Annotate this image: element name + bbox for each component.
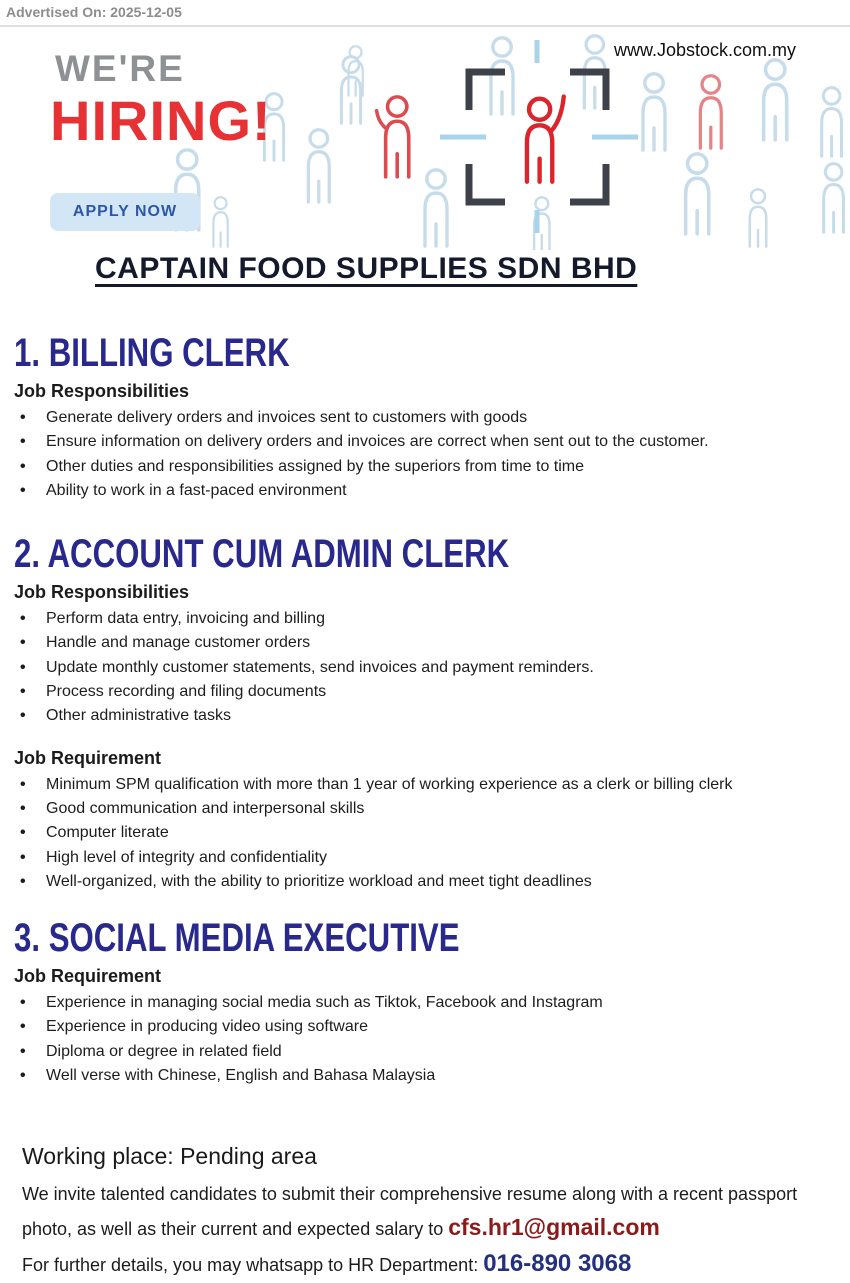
- bullet-text: Diploma or degree in related field: [46, 1042, 282, 1060]
- job-title: 1. BILLING CLERK: [14, 331, 290, 375]
- bullet-text: Ensure information on delivery orders and invoices are correct when sent out to the customer.: [46, 433, 709, 451]
- bullet-list: [14, 402, 838, 503]
- bullet-dot: •: [20, 994, 26, 1012]
- bullet-item: [14, 607, 838, 631]
- bullet-item: [14, 406, 838, 430]
- bullet-text: Good communication and interpersonal skills: [46, 799, 365, 817]
- bullet-text: Minimum SPM qualification with more than 1 year of working experience as a clerk or billing clerk: [46, 775, 733, 793]
- subsection-heading: Job Responsibilities: [14, 381, 190, 401]
- bullet-item: [14, 1064, 838, 1088]
- subsection-heading: Job Requirement: [14, 747, 162, 768]
- bullet-dot: •: [20, 457, 26, 475]
- bullet-item: [14, 455, 838, 479]
- bullet-list: [14, 603, 838, 728]
- bullet-text: Experience in managing social media such as Tiktok, Facebook and Instagram: [46, 994, 603, 1012]
- bullet-dot: •: [20, 683, 26, 701]
- bullet-dot: •: [20, 799, 26, 817]
- details-prefix: For further details, you may whatsapp to HR Department:: [22, 1255, 484, 1275]
- bullet-text: Generate delivery orders and invoices sent to customers with goods: [46, 409, 528, 426]
- job-title: 3. SOCIAL MEDIA EXECUTIVE: [14, 916, 460, 961]
- job-section: [14, 531, 838, 894]
- invite-line1: We invite talented candidates to submit their comprehensive resume along with a recent passport: [22, 1184, 798, 1204]
- bullet-text: Process recording and filing documents: [46, 683, 327, 701]
- bullet-text: Other duties and responsibilities assigned by the superiors from time to time: [46, 457, 585, 475]
- bullet-item: [14, 870, 838, 894]
- hiring-banner: [0, 28, 850, 250]
- bullet-dot: •: [20, 634, 26, 652]
- bullet-text: Well-organized, with the ability to prioritize workload and meet tight deadlines: [46, 872, 592, 890]
- apply-now-button[interactable]: APPLY NOW: [50, 193, 200, 231]
- job-section: [14, 915, 838, 1088]
- bullet-dot: •: [20, 409, 26, 426]
- advertised-bar: [0, 0, 850, 27]
- subsection-heading: Job Requirement: [14, 966, 162, 987]
- bullet-dot: •: [20, 824, 26, 842]
- details-line: [22, 1247, 834, 1282]
- bullet-dot: •: [20, 848, 26, 866]
- bullet-dot: •: [20, 1067, 26, 1085]
- bullet-item: [14, 991, 838, 1015]
- bullet-text: Other administrative tasks: [46, 707, 231, 725]
- person-outline-icon: [176, 36, 844, 250]
- bullet-list: [14, 987, 838, 1088]
- bullet-dot: •: [20, 707, 26, 725]
- job-listings: [14, 330, 838, 1088]
- advertised-on-label: Advertised On: 2025-12-05: [6, 4, 182, 20]
- bullet-item: [14, 631, 838, 655]
- contact-phone: 016-890 3068: [483, 1250, 632, 1277]
- bullet-dot: •: [20, 872, 26, 890]
- bullet-dot: •: [20, 1018, 26, 1036]
- website-url: www.Jobstock.com.my: [614, 40, 797, 60]
- bullet-item: [14, 821, 838, 845]
- bullet-item: [14, 656, 838, 680]
- bullet-item: [14, 846, 838, 870]
- bullet-text: Well verse with Chinese, English and Bahasa Malaysia: [46, 1067, 436, 1085]
- subsection-heading: Job Responsibilities: [14, 582, 190, 603]
- bullet-text: Computer literate: [46, 824, 169, 842]
- bullet-dot: •: [20, 610, 26, 628]
- bullet-item: [14, 479, 838, 503]
- bullet-text: Experience in producing video using software: [46, 1018, 368, 1036]
- footer: [22, 1142, 834, 1282]
- contact-email: cfs.hr1@gmail.com: [448, 1214, 660, 1240]
- job-title: 2. ACCOUNT CUM ADMIN CLERK: [14, 532, 510, 577]
- job-section: [14, 330, 838, 503]
- bullet-dot: •: [20, 481, 26, 499]
- bullet-dot: •: [20, 658, 26, 676]
- bullet-text: Perform data entry, invoicing and billing: [46, 610, 325, 628]
- invite-paragraph: [22, 1178, 834, 1246]
- waving-person-icon: [377, 97, 409, 177]
- bullet-text: Ability to work in a fast-paced environment: [46, 481, 347, 499]
- bullet-text: Handle and manage customer orders: [46, 634, 311, 652]
- invite-line2: photo, as well as their current and expected salary to: [22, 1219, 449, 1239]
- bullet-item: [14, 680, 838, 704]
- bullet-text: Update monthly customer statements, send invoices and payment reminders.: [46, 658, 594, 676]
- person-outline-icon: [700, 76, 721, 148]
- bullet-text: High level of integrity and confidentiality: [46, 848, 328, 866]
- hiring-text: HIRING!: [50, 89, 272, 152]
- were-text: WE'RE: [55, 48, 185, 89]
- bullet-item: [14, 1040, 838, 1064]
- working-place: Working place: Pending area: [22, 1143, 317, 1169]
- bullet-dot: •: [20, 433, 26, 451]
- bullet-item: [14, 773, 838, 797]
- bullet-item: [14, 797, 838, 821]
- bullet-item: [14, 1015, 838, 1039]
- company-name: CAPTAIN FOOD SUPPLIES SDN BHD: [95, 252, 638, 285]
- bullet-dot: •: [20, 775, 26, 793]
- bullet-item: [14, 704, 838, 728]
- bullet-list: [14, 769, 838, 894]
- cheering-person-icon: [527, 97, 564, 182]
- bullet-item: [14, 430, 838, 454]
- bullet-dot: •: [20, 1042, 26, 1060]
